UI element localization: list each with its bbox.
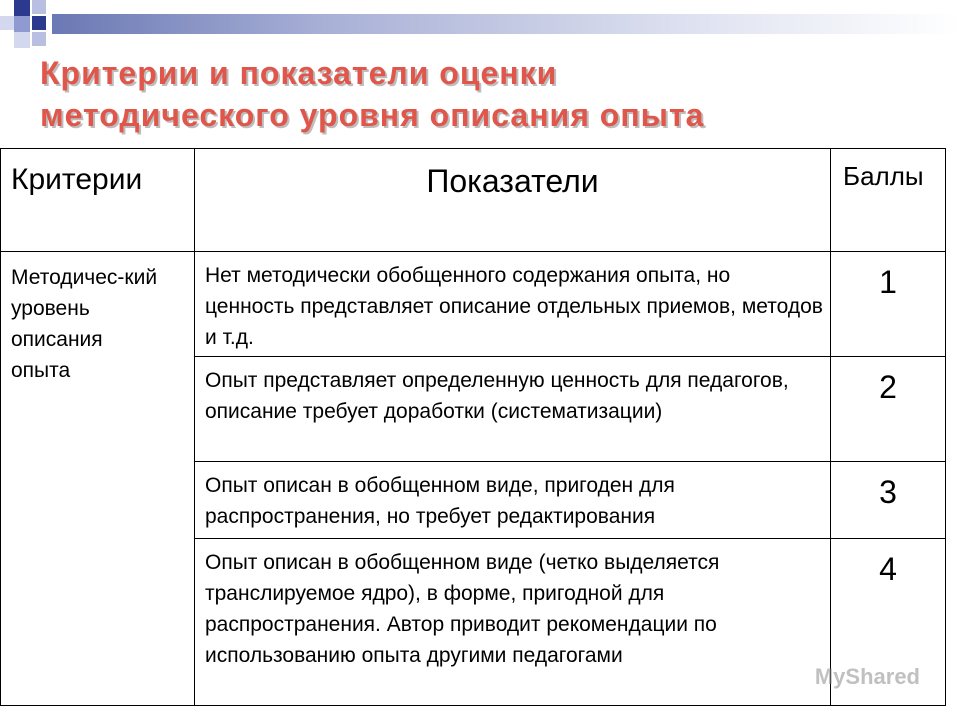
header-criteria: Критерии: [1, 149, 195, 252]
indicator-cell: Опыт описан в обобщенном виде, пригоден для распространения, но требует редактирования: [195, 462, 831, 539]
decor-gradient-bar: [52, 14, 960, 34]
decor-square: [32, 32, 46, 46]
indicator-cell: Опыт описан в обобщенном виде (четко выделяется транслируемое ядро), в форме, пригодной для распространения. Автор приводит рекомендации по использованию опыта другими педагогами: [195, 539, 831, 706]
indicator-cell: Нет методически обобщенного содержания опыта, но ценность представляет описание отдельных приемов, методов и т.д.: [195, 252, 831, 357]
title-line-2: методического уровня описания опыта: [40, 97, 705, 133]
decor-square: [32, 16, 46, 30]
points-cell: 2: [831, 357, 946, 462]
decor-square: [14, 16, 30, 32]
decor-square: [14, 0, 30, 16]
points-cell: 4: [831, 539, 946, 706]
decor-square: [32, 0, 46, 14]
decor-square: [0, 16, 14, 30]
table-row: [1, 252, 946, 357]
header-indicators: Показатели: [195, 149, 831, 252]
points-cell: 1: [831, 252, 946, 357]
watermark-logo: MyShared: [814, 664, 920, 689]
indicator-cell: Опыт представляет определенную ценность для педагогов, описание требует доработки (систематизации): [195, 357, 831, 462]
table-header-row: [1, 149, 946, 252]
page-title: [40, 52, 940, 136]
title-line-1: Критерии и показатели оценки: [40, 55, 558, 91]
header-points: Баллы: [831, 149, 946, 252]
points-cell: 3: [831, 462, 946, 539]
criterion-cell: Методичес-кий уровень описания опыта: [1, 252, 195, 706]
decor-square: [14, 32, 30, 48]
header-decoration: [0, 0, 960, 48]
criteria-table: [0, 148, 946, 706]
